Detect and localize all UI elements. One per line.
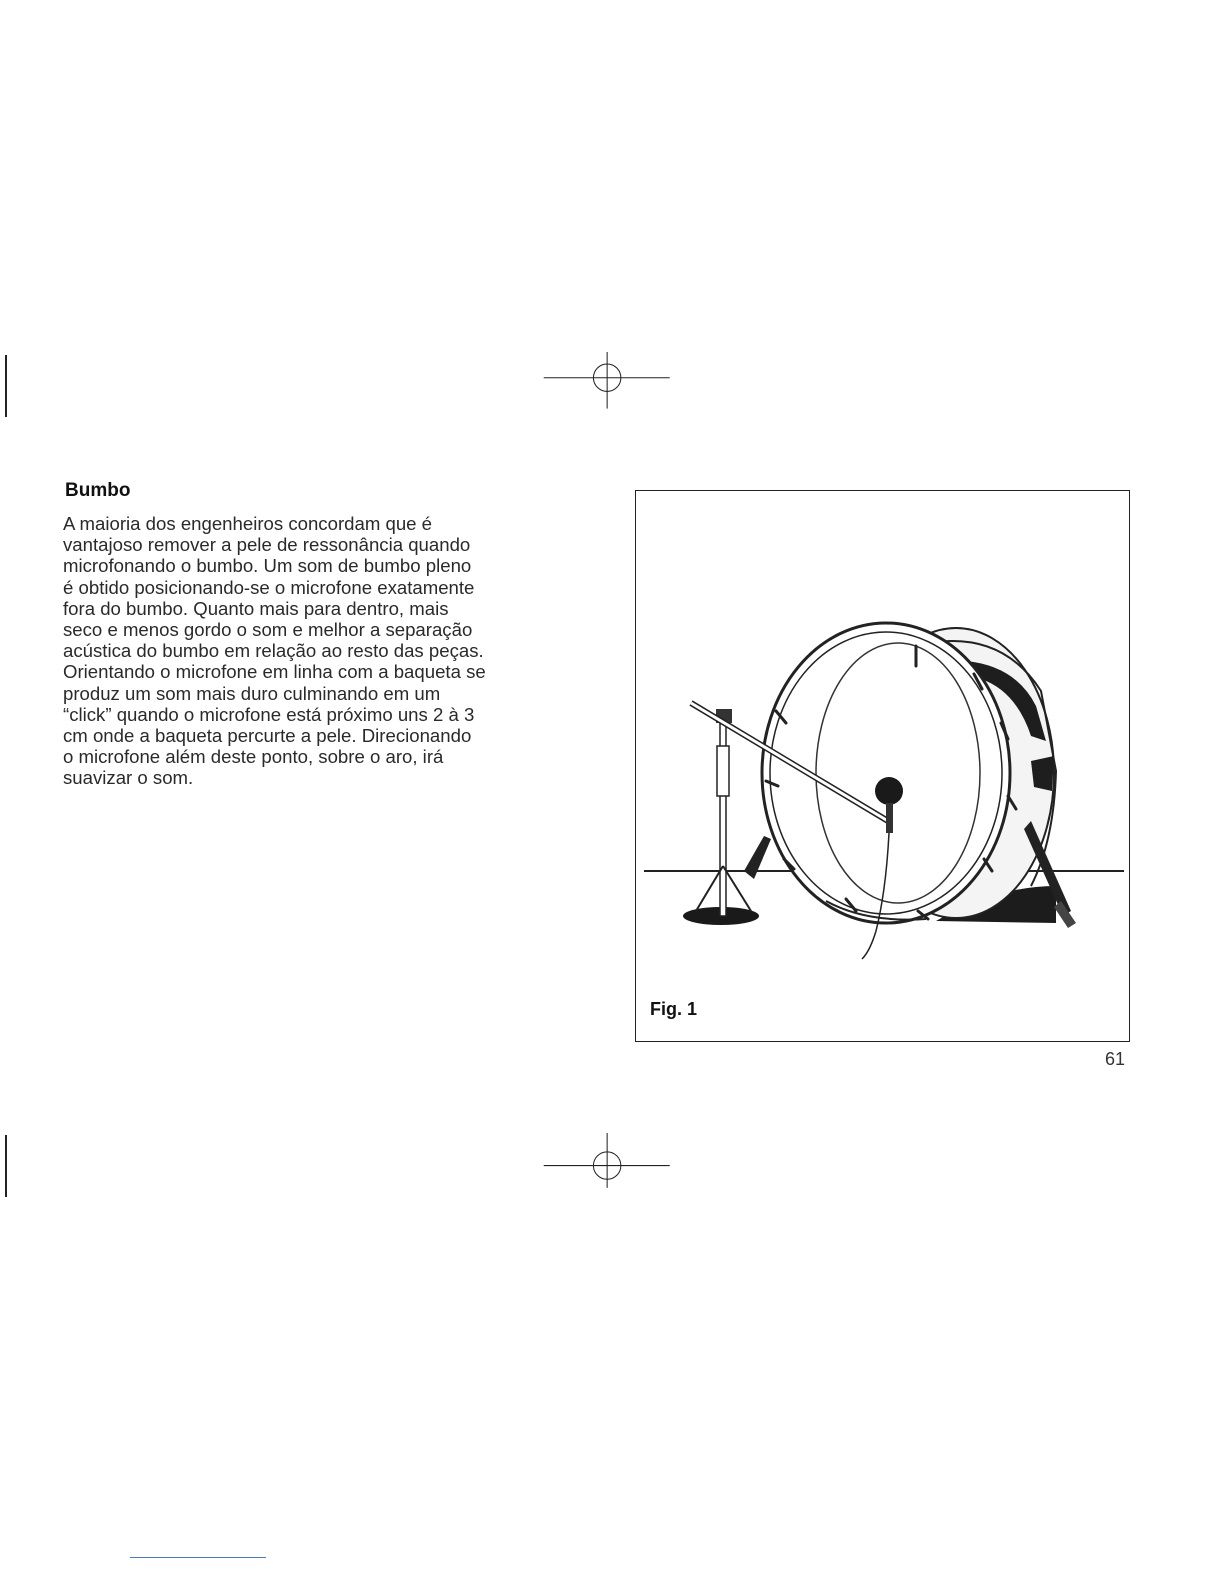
paragraph-line: vantajoso remover a pele de ressonância quando xyxy=(63,534,471,556)
paragraph-line: acústica do bumbo em relação ao resto das peças. xyxy=(63,640,484,662)
crop-mark-left-bottom xyxy=(5,1135,7,1197)
paragraph-line: é obtido posicionando-se o microfone exatamente xyxy=(63,576,475,598)
registration-mark-top xyxy=(533,352,683,412)
paragraph-line: microfonando o bumbo. Um som de bumbo pleno xyxy=(63,555,472,577)
paragraph-line: Orientando o microfone em linha com a baqueta se xyxy=(63,661,486,683)
paragraph-line: “click” quando o microfone está próximo uns 2 à 3 xyxy=(63,703,475,725)
body-paragraph xyxy=(63,513,563,789)
registration-mark-bottom xyxy=(533,1133,683,1193)
crop-mark-left-top xyxy=(5,355,7,417)
paragraph-line: o microfone além deste ponto, sobre o aro, irá xyxy=(63,746,444,768)
paragraph-line: A maioria dos engenheiros concordam que é xyxy=(63,513,433,534)
page-number: 61 xyxy=(1105,1049,1126,1069)
bottom-rule xyxy=(130,1557,266,1558)
paragraph-line: fora do bumbo. Quanto mais para dentro, mais xyxy=(63,597,449,619)
figure-caption: Fig. 1 xyxy=(650,999,698,1019)
bass-drum-illustration xyxy=(636,491,1128,1040)
paragraph-line: seco e menos gordo o som e melhor a separação xyxy=(63,619,473,641)
paragraph-line: produz um som mais duro culminando em um xyxy=(63,682,441,704)
section-heading: Bumbo xyxy=(65,480,131,501)
figure-frame xyxy=(635,490,1130,1042)
paragraph-line: suavizar o som. xyxy=(63,767,194,789)
paragraph-line: cm onde a baqueta percurte a pele. Direcionando xyxy=(63,725,472,747)
